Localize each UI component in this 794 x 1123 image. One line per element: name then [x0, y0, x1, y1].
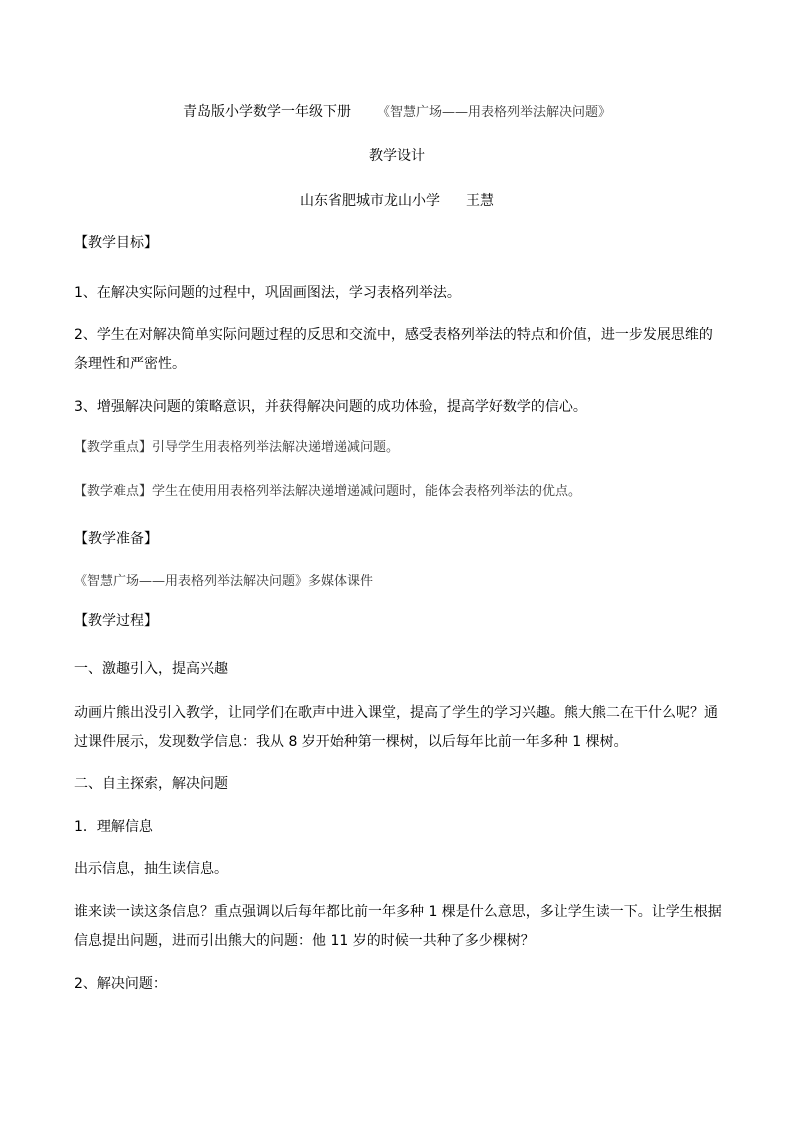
title-lesson: 《智慧广场——用表格列举法解决问题》 — [376, 105, 611, 120]
preparation-heading: 【教学准备】 — [74, 531, 158, 547]
author-name: 王慧 — [466, 193, 494, 209]
part1-line-1: 动画片熊出没引入教学，让同学们在歌声中进入课堂，提高了学生的学习兴趣。熊大熊二在干什么呢？通 — [74, 705, 718, 721]
part2-heading: 二、自主探索，解决问题 — [74, 776, 228, 792]
school-name: 山东省肥城市龙山小学 — [300, 193, 440, 209]
step1-text: 出示信息，抽生读信息。 — [74, 861, 228, 877]
objective-3: 3、增强解决问题的策略意识，并获得解决问题的成功体验，提高学好数学的信心。 — [74, 399, 587, 415]
document-subtitle: 教学设计 — [369, 148, 425, 164]
part1-line-2: 过课件展示，发现数学信息：我从 8 岁开始种第一棵树，以后每年比前一年多种 1 棵树。 — [74, 734, 628, 750]
author-line — [0, 192, 794, 210]
objective-1: 1、在解决实际问题的过程中，巩固画图法，学习表格列举法。 — [74, 285, 461, 301]
process-heading: 【教学过程】 — [74, 613, 158, 629]
difficulty: 【教学难点】学生在使用用表格列举法解决递增递减问题时，能体会表格列举法的优点。 — [74, 484, 582, 499]
step1-paragraph-line-2: 信息提出问题，进而引出熊大的问题：他 11 岁的时候一共种了多少棵树？ — [74, 933, 535, 949]
key-point: 【教学重点】引导学生用表格列举法解决递增递减问题。 — [74, 440, 400, 455]
title-grade: 青岛版小学数学一年级下册 — [182, 104, 351, 120]
objective-2-line-1: 2、学生在对解决简单实际问题过程的反思和交流中，感受表格列举法的特点和价值，进一步发展思维的 — [74, 327, 713, 343]
step1-paragraph-line-1: 谁来读一读这条信息？重点强调以后每年都比前一年多种 1 棵是什么意思，多让学生读一下。让学生根据 — [74, 904, 722, 920]
step2-heading: 2、解决问题： — [74, 976, 167, 992]
step1-heading: 1．理解信息 — [74, 819, 153, 835]
objectives-heading: 【教学目标】 — [74, 235, 158, 251]
document-title — [0, 103, 794, 122]
part1-heading: 一、激趣引入，提高兴趣 — [74, 661, 228, 677]
objective-2-line-2: 条理性和严密性。 — [74, 356, 186, 372]
preparation-text: 《智慧广场——用表格列举法解决问题》多媒体课件 — [74, 574, 374, 589]
